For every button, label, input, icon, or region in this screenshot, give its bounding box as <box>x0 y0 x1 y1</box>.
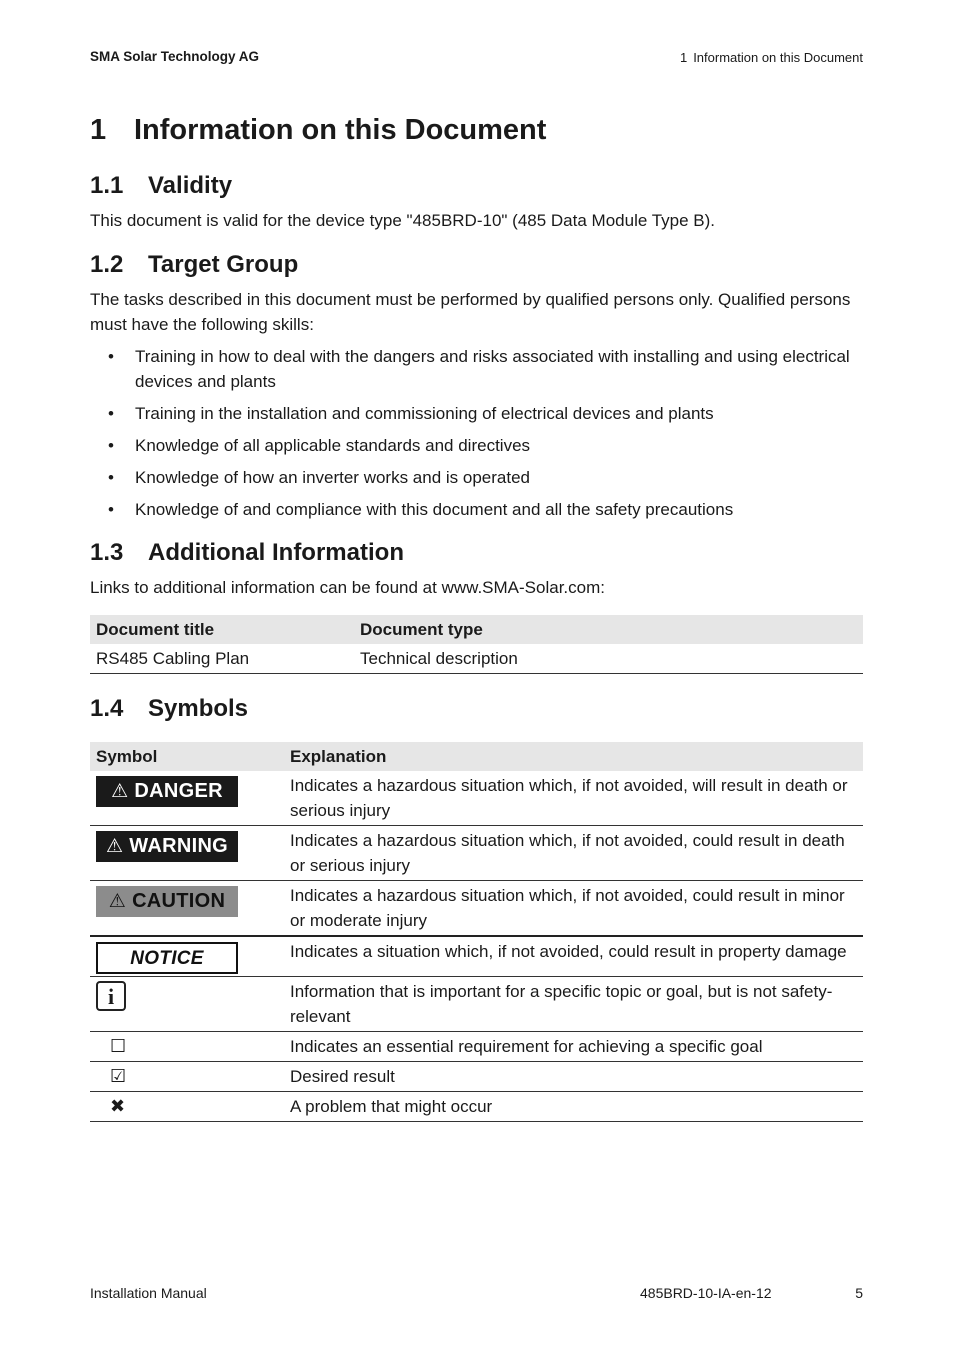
list-item: • Knowledge of and compliance with this document and all the safety precautions <box>90 497 863 522</box>
checkbox-checked-icon: ☑ <box>110 1066 127 1086</box>
table-cell: Desired result <box>284 1062 863 1092</box>
table-row <box>90 771 863 826</box>
table-row <box>90 1092 863 1122</box>
badge-label: DANGER <box>134 780 223 802</box>
column-header: Document title <box>90 615 354 644</box>
chapter-heading <box>90 108 863 152</box>
warning-triangle-icon: ⚠ <box>105 836 124 857</box>
danger-badge <box>96 776 238 807</box>
symbol-cell <box>90 936 284 977</box>
table-cell: Indicates a hazardous situation which, if not avoided, could result in minor or moderate injury <box>284 881 863 937</box>
symbol-cell <box>90 1032 284 1062</box>
section-heading-symbols <box>90 692 863 726</box>
section-heading-additional-information <box>90 536 863 570</box>
chapter-title: Information on this Document <box>134 114 547 146</box>
symbol-cell <box>90 881 284 937</box>
table-header-row <box>90 742 863 771</box>
warning-triangle-icon: ⚠ <box>111 781 129 802</box>
header-company: SMA Solar Technology AG <box>90 49 260 64</box>
footer-manual-label: Installation Manual <box>90 1285 207 1301</box>
section-title: Symbols <box>148 695 249 722</box>
table-cell: RS485 Cabling Plan <box>90 644 354 674</box>
table-row <box>90 826 863 881</box>
caution-badge <box>96 886 238 917</box>
section-number: 1.4 <box>90 695 124 722</box>
notice-badge: NOTICE <box>96 942 238 974</box>
page-number: 5 <box>855 1285 863 1301</box>
symbol-cell <box>90 1062 284 1092</box>
document-table <box>90 615 863 674</box>
symbol-cell <box>90 1092 284 1122</box>
list-item: • Knowledge of all applicable standards and directives <box>90 433 863 458</box>
target-intro: The tasks described in this document must be performed by qualified persons only. Qualified persons must have the following skills: <box>90 289 851 334</box>
table-cell: Information that is important for a specific topic or goal, but is not safety-relevant <box>284 977 863 1032</box>
table-row <box>90 1032 863 1062</box>
section-number: 1.2 <box>90 250 124 278</box>
section-number: 1.1 <box>90 172 124 199</box>
table-row <box>90 977 863 1032</box>
section-title: Additional Information <box>148 538 404 566</box>
addinfo-text: Links to additional information can be found at www.SMA-Solar.com: <box>90 577 605 597</box>
table-cell: Indicates a hazardous situation which, if not avoided, will result in death or serious injury <box>284 771 863 826</box>
header-chapter-num: 1 <box>679 50 688 65</box>
list-item: • Training in the installation and commissioning of electrical devices and plants <box>90 401 863 426</box>
skills-list <box>90 344 863 522</box>
table-row <box>90 936 863 977</box>
chapter-number: 1 <box>90 114 107 146</box>
section-title: Target Group <box>148 250 299 278</box>
section-heading-target-group <box>90 248 863 282</box>
warning-badge <box>96 831 238 862</box>
warning-triangle-icon: ⚠ <box>108 891 127 912</box>
section-number: 1.3 <box>90 538 124 566</box>
page-content <box>90 108 863 1122</box>
table-cell: Indicates an essential requirement for achieving a specific goal <box>284 1032 863 1062</box>
table-header-row <box>90 615 863 644</box>
table-row <box>90 1062 863 1092</box>
table-cell: A problem that might occur <box>284 1092 863 1122</box>
symbols-table <box>90 742 863 1122</box>
info-icon: i <box>96 981 126 1011</box>
table-row <box>90 881 863 937</box>
table-row <box>90 644 863 674</box>
column-header: Explanation <box>284 742 863 771</box>
list-item: • Knowledge of how an inverter works and is operated <box>90 465 863 490</box>
validity-text: This document is valid for the device type "485BRD-10" (485 Data Module Type B). <box>90 211 716 230</box>
header-chapter <box>674 50 863 65</box>
column-header: Symbol <box>90 742 284 771</box>
symbol-cell <box>90 977 284 1032</box>
header-chapter-title: Information on this Document <box>693 50 863 65</box>
footer-doc-code: 485BRD-10-IA-en-12 <box>640 1285 772 1301</box>
section-heading-validity <box>90 169 863 203</box>
symbol-cell <box>90 771 284 826</box>
section-title: Validity <box>148 172 233 199</box>
list-item: • Training in how to deal with the dangers and risks associated with installing and using electrical devices and plants <box>90 344 863 394</box>
cross-icon: ✖ <box>110 1096 126 1116</box>
badge-label: CAUTION <box>132 890 226 912</box>
column-header: Document type <box>354 615 863 644</box>
checkbox-empty-icon: ☐ <box>110 1036 127 1056</box>
badge-label: WARNING <box>129 835 229 857</box>
table-cell: Indicates a situation which, if not avoided, could result in property damage <box>284 936 863 977</box>
table-cell: Technical description <box>354 644 863 674</box>
table-cell: Indicates a hazardous situation which, if not avoided, could result in death or serious injury <box>284 826 863 881</box>
symbol-cell <box>90 826 284 881</box>
